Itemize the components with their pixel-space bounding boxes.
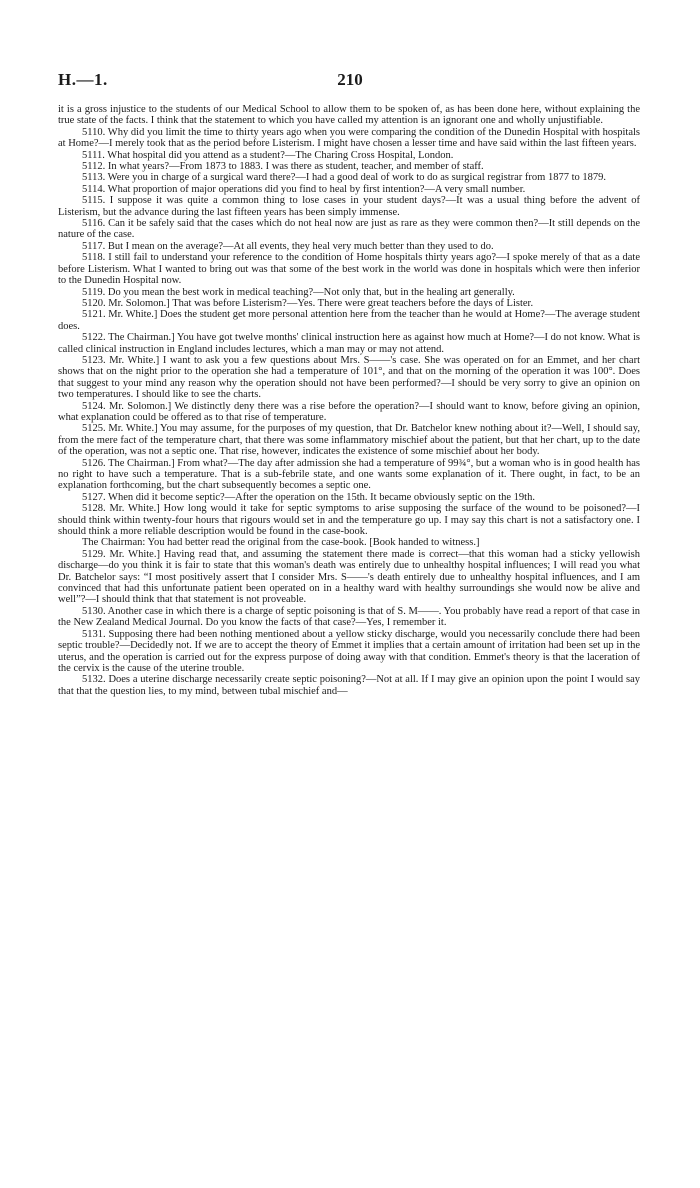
paragraph: 5125. Mr. White.] You may assume, for the purposes of my question, that Dr. Batchelor knew nothing about it?—Well, I should say, from the mere fact of the temperature chart, that there was some inflammatory mischief about the patient, but that her chart, up to the date of the operation, was not a septic one. That rise, however, indicates the existence of some mischief about her body.: [58, 423, 640, 458]
series-label: H.—1.: [58, 70, 108, 89]
paragraph: 5117. But I mean on the average?—At all events, they heal very much better than they used to do.: [82, 240, 494, 252]
paragraph: 5131. Supposing there had been nothing mentioned about a yellow sticky discharge, would you necessarily conclude there had been septic trouble?—Decidedly not. If we are to accept the theory of Emmet it implies that a certain amount of irritation had been set up in the uterus, and the operation is carried out for the express purpose of doing away with that condition. Emmet's theory is that the laceration of the cervix is the cause of the uterine trouble.: [58, 628, 640, 674]
paragraph: 5129. Mr. White.] Having read that, and assuming the statement there made is correct—that this woman had a sticky yellowish discharge—do you think it is fair to state that this woman's death was entirely due to unhealthy hospital influences; I will read you what Dr. Batchelor says: “I most positively assert that I consider Mrs. S——'s death entirely due to unhealthy hospital influences, and I am convinced that had this unfortunate patient been operated on in a healthy ward with healthy surroundings she would now be alive and well”?—I should think that that statement is not proveable.: [58, 548, 640, 606]
paragraph: 5121. Mr. White.] Does the student get more personal attention here from the teacher than he would at Home?—The average student does.: [58, 309, 640, 332]
paragraph: 5126. The Chairman.] From what?—The day after admission she had a temperature of 99¾°, but a woman who is in good health has no right to have such a temperature. That is a sub-febrile state, and one wants some explanation of it. There ought, in fact, to be an explanation forthcoming, but the chart subsequently becomes a septic one.: [58, 457, 640, 492]
paragraph: 5110. Why did you limit the time to thirty years ago when you were comparing the condition of the Dunedin Hospital with hospitals at Home?—I merely took that as the period before Listerism. I might have chosen a lesser time and have said within the last fifteen years.: [58, 126, 640, 150]
page-header: [58, 70, 642, 92]
paragraph: 5111. What hospital did you attend as a student?—The Charing Cross Hospital, London.: [82, 149, 454, 161]
paragraph: 5128. Mr. White.] How long would it take for septic symptoms to arise supposing the surface of the wound to be poisoned?—I should think within twenty-four hours that rigours would set in and the temperature go up. I may say this chart is not a satisfactory one. I should think a more reliable description would be found in the case-book.: [58, 503, 640, 538]
paragraph: 5120. Mr. Solomon.] That was before Listerism?—Yes. There were great teachers before the days of Lister.: [82, 297, 534, 309]
paragraph: 5115. I suppose it was quite a common thing to lose cases in your student days?—It was a usual thing before the advent of Listerism, but the advance during the last fifteen years has been simply immense.: [58, 195, 640, 218]
paragraph: 5114. What proportion of major operations did you find to heal by first intention?—A very small number.: [82, 183, 526, 195]
paragraph: 5113. Were you in charge of a surgical ward there?—I had a good deal of work to do as surgical registrar from 1877 to 1879.: [82, 172, 607, 184]
paragraph: 5123. Mr. White.] I want to ask you a few questions about Mrs. S——'s case. She was operated on for an Emmet, and her chart shows that on the night prior to the operation she had a temperature of 101°, and that on the morning of the operation it was 100°. Does that suggest to your mind any reason why the operation should not have been performed?—I should be very sorry to give an opinion on two temperatures. I should like to see the charts.: [58, 354, 640, 401]
page-number: 210: [337, 70, 363, 89]
paragraph: 5132. Does a uterine discharge necessarily create septic poisoning?—Not at all. If I may give an opinion upon the point I would say that that the question lies, to my mind, between tubal mischief and—: [58, 674, 640, 697]
paragraph: 5119. Do you mean the best work in medical teaching?—Not only that, but in the healing art generally.: [82, 286, 515, 298]
paragraph: 5112. In what years?—From 1873 to 1883. I was there as student, teacher, and member of staff.: [82, 161, 484, 173]
paragraph: it is a gross injustice to the students of our Medical School to allow them to be spoken of, as has been done here, without explaining the true state of the facts. I think that the statement to which you have called my attention is an ignorant one and wholly unjustifiable.: [58, 104, 640, 127]
paragraph: 5127. When did it become septic?—After the operation on the 15th. It became obviously septic on the 19th.: [82, 491, 535, 503]
paragraph: 5122. The Chairman.] You have got twelve months' clinical instruction here as against how much at Home?—I do not know. What is called clinical instruction in England includes lectures, which a man may or may not attend.: [58, 332, 640, 355]
paragraph: 5118. I still fail to understand your reference to the condition of Home hospitals thirty years ago?—I spoke merely of that as a date before Listerism. What I wanted to bring out was that some of the best work in the world was done in hospitals which were then inferior to the Dunedin Hospital now.: [58, 252, 640, 287]
testimony-body: [58, 104, 640, 697]
paragraph: 5124. Mr. Solomon.] We distinctly deny there was a rise before the operation?—I should want to know, before giving an opinion, what explanation could be offered as to that rise of temperature.: [58, 400, 640, 423]
paragraph: 5130. Another case in which there is a charge of septic poisoning is that of S. M——. You probably have read a report of that case in the New Zealand Medical Journal. Do you know the facts of that case?—Yes, I remember it.: [58, 605, 640, 629]
paragraph: 5116. Can it be safely said that the cases which do not heal now are just as rare as they were common then?—It still depends on the nature of the case.: [58, 218, 640, 241]
paragraph: The Chairman: You had better read the original from the case-book. [Book handed to witness.]: [82, 537, 480, 549]
